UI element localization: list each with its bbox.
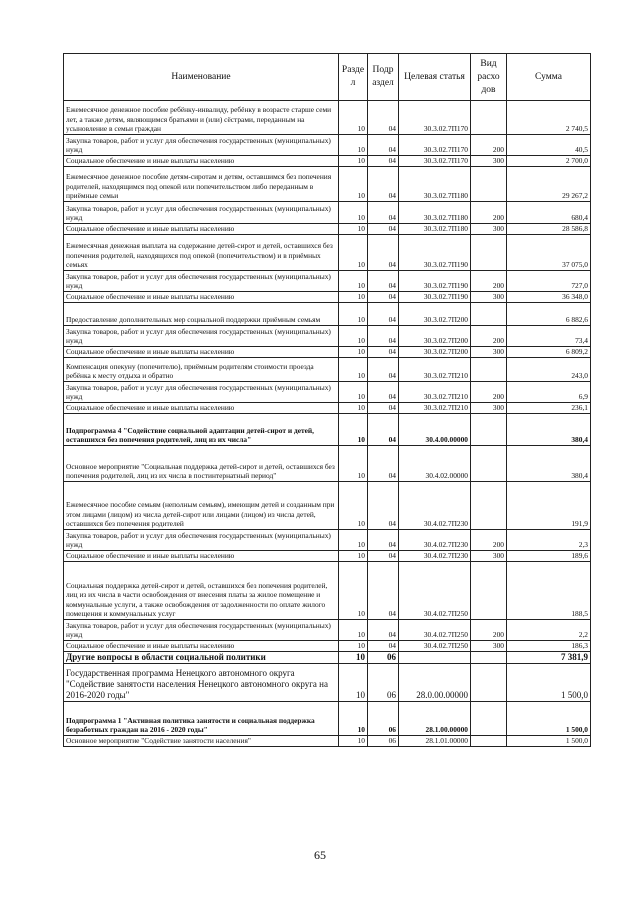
table-row bbox=[64, 101, 591, 135]
row-vid bbox=[471, 303, 507, 326]
budget-table bbox=[63, 53, 591, 747]
row-statya: 30.4.02.00000 bbox=[399, 446, 471, 482]
table-row bbox=[64, 202, 591, 224]
row-podrazdel: 04 bbox=[368, 135, 399, 156]
row-podrazdel: 04 bbox=[368, 551, 399, 562]
row-summa: 1 500,0 bbox=[507, 702, 591, 736]
row-podrazdel: 04 bbox=[368, 292, 399, 303]
row-name: Социальное обеспечение и иные выплаты населению bbox=[64, 224, 339, 235]
row-razdel: 10 bbox=[339, 101, 368, 135]
row-name: Закупка товаров, работ и услуг для обеспечения государственных (муниципальных) нужд bbox=[64, 382, 339, 403]
row-statya: 30.4.02.7П230 bbox=[399, 482, 471, 530]
row-vid: 200 bbox=[471, 620, 507, 641]
header-name: Наименование bbox=[64, 54, 339, 101]
row-razdel: 10 bbox=[339, 551, 368, 562]
row-statya: 30.3.02.7П210 bbox=[399, 358, 471, 382]
row-name: Государственная программа Ненецкого автономного округа "Содействие занятости населения Ненецкого автономного округа на 2016-2020 годы" bbox=[64, 664, 339, 702]
row-summa: 727,0 bbox=[507, 271, 591, 292]
row-podrazdel: 06 bbox=[368, 702, 399, 736]
table-row bbox=[64, 414, 591, 446]
header-podrazdel: Подр аздел bbox=[368, 54, 399, 101]
row-name: Социальное обеспечение и иные выплаты населению bbox=[64, 347, 339, 358]
row-name: Основное мероприятие "Содействие занятости населения" bbox=[64, 736, 339, 747]
row-vid: 300 bbox=[471, 292, 507, 303]
row-vid: 300 bbox=[471, 224, 507, 235]
row-name: Закупка товаров, работ и услуг для обеспечения государственных (муниципальных) нужд bbox=[64, 620, 339, 641]
row-name: Социальное обеспечение и иные выплаты населению bbox=[64, 156, 339, 167]
row-summa: 191,9 bbox=[507, 482, 591, 530]
row-podrazdel: 06 bbox=[368, 652, 399, 664]
row-vid: 200 bbox=[471, 326, 507, 347]
row-summa: 7 381,9 bbox=[507, 652, 591, 664]
row-vid bbox=[471, 235, 507, 271]
row-name: Социальная поддержка детей-сирот и детей, оставшихся без попечения родителей, лиц из их числа в части освобождения от внесения платы за жилое помещение и коммунальные услуги, а также освобождения от задолженности по оплате жилого помещения и коммунальных услуг bbox=[64, 562, 339, 620]
row-summa: 2 700,0 bbox=[507, 156, 591, 167]
table-row bbox=[64, 446, 591, 482]
row-podrazdel: 04 bbox=[368, 382, 399, 403]
row-statya: 30.4.02.7П250 bbox=[399, 562, 471, 620]
row-razdel: 10 bbox=[339, 292, 368, 303]
row-statya: 30.3.02.7П180 bbox=[399, 224, 471, 235]
row-vid bbox=[471, 562, 507, 620]
table-row bbox=[64, 167, 591, 202]
table-row bbox=[64, 347, 591, 358]
row-podrazdel: 04 bbox=[368, 403, 399, 414]
row-summa: 189,6 bbox=[507, 551, 591, 562]
table-row bbox=[64, 358, 591, 382]
row-podrazdel: 04 bbox=[368, 358, 399, 382]
table-row bbox=[64, 292, 591, 303]
row-name: Ежемесячная денежная выплата на содержание детей-сирот и детей, оставшихся без попечения родителей, находящихся под опекой (попечительством) и в приёмных семьях bbox=[64, 235, 339, 271]
row-statya bbox=[399, 652, 471, 664]
row-razdel: 10 bbox=[339, 235, 368, 271]
row-razdel: 10 bbox=[339, 414, 368, 446]
row-summa: 40,5 bbox=[507, 135, 591, 156]
row-vid bbox=[471, 482, 507, 530]
row-vid bbox=[471, 702, 507, 736]
row-vid: 300 bbox=[471, 551, 507, 562]
row-podrazdel: 04 bbox=[368, 530, 399, 551]
table-row bbox=[64, 235, 591, 271]
row-vid: 200 bbox=[471, 382, 507, 403]
row-podrazdel: 04 bbox=[368, 202, 399, 224]
row-name: Основное мероприятие "Социальная поддержка детей-сирот и детей, оставшихся без попечения родителей, лиц из их числа в постинтернатный период" bbox=[64, 446, 339, 482]
row-name: Социальное обеспечение и иные выплаты населению bbox=[64, 551, 339, 562]
row-summa: 1 500,0 bbox=[507, 664, 591, 702]
row-statya: 30.4.02.7П250 bbox=[399, 641, 471, 652]
row-razdel: 10 bbox=[339, 446, 368, 482]
row-podrazdel: 04 bbox=[368, 482, 399, 530]
table-row bbox=[64, 620, 591, 641]
row-summa: 2 740,5 bbox=[507, 101, 591, 135]
row-podrazdel: 04 bbox=[368, 326, 399, 347]
row-vid: 200 bbox=[471, 202, 507, 224]
row-statya: 28.1.01.00000 bbox=[399, 736, 471, 747]
row-vid: 200 bbox=[471, 530, 507, 551]
row-razdel: 10 bbox=[339, 403, 368, 414]
row-podrazdel: 04 bbox=[368, 303, 399, 326]
row-summa: 380,4 bbox=[507, 414, 591, 446]
row-name: Закупка товаров, работ и услуг для обеспечения государственных (муниципальных) нужд bbox=[64, 530, 339, 551]
row-razdel: 10 bbox=[339, 167, 368, 202]
row-name: Подпрограмма 1 "Активная политика занятости и социальная поддержка безработных граждан на 2016 - 2020 годы" bbox=[64, 702, 339, 736]
row-name: Ежемесячное пособие семьям (неполным семьям), имеющим детей и созданным при этом лицами (лицом) из числа детей-сирот или лицами (лицом) из числа детей, оставшихся без попечения родителей bbox=[64, 482, 339, 530]
row-summa: 29 267,2 bbox=[507, 167, 591, 202]
table-row bbox=[64, 303, 591, 326]
row-podrazdel: 04 bbox=[368, 620, 399, 641]
row-name: Закупка товаров, работ и услуг для обеспечения государственных (муниципальных) нужд bbox=[64, 135, 339, 156]
table-row bbox=[64, 530, 591, 551]
header-statya: Целевая статья bbox=[399, 54, 471, 101]
table-body bbox=[64, 101, 591, 747]
row-name: Ежемесячное денежное пособие детям-сиротам и детям, оставшимся без попечения родителей, находящимся под опекой или попечительством либо переданным в приёмные семьи bbox=[64, 167, 339, 202]
row-podrazdel: 04 bbox=[368, 167, 399, 202]
row-name: Закупка товаров, работ и услуг для обеспечения государственных (муниципальных) нужд bbox=[64, 271, 339, 292]
row-razdel: 10 bbox=[339, 303, 368, 326]
table-row bbox=[64, 551, 591, 562]
row-razdel: 10 bbox=[339, 156, 368, 167]
table-row bbox=[64, 271, 591, 292]
header-summa: Сумма bbox=[507, 54, 591, 101]
row-vid: 200 bbox=[471, 135, 507, 156]
table-row bbox=[64, 702, 591, 736]
row-razdel: 10 bbox=[339, 382, 368, 403]
row-podrazdel: 04 bbox=[368, 224, 399, 235]
header-razdel: Разде л bbox=[339, 54, 368, 101]
row-statya: 30.3.02.7П180 bbox=[399, 167, 471, 202]
row-razdel: 10 bbox=[339, 702, 368, 736]
row-statya: 30.3.02.7П170 bbox=[399, 156, 471, 167]
table-row bbox=[64, 641, 591, 652]
table-row bbox=[64, 664, 591, 702]
row-name: Закупка товаров, работ и услуг для обеспечения государственных (муниципальных) нужд bbox=[64, 326, 339, 347]
table-row bbox=[64, 403, 591, 414]
row-name: Компенсация опекуну (попечителю), приёмным родителям стоимости проезда ребёнка к месту отдыха и обратно bbox=[64, 358, 339, 382]
row-podrazdel: 04 bbox=[368, 414, 399, 446]
row-vid: 200 bbox=[471, 271, 507, 292]
row-vid bbox=[471, 446, 507, 482]
row-statya: 30.3.02.7П200 bbox=[399, 347, 471, 358]
row-vid: 300 bbox=[471, 347, 507, 358]
row-statya: 30.3.02.7П200 bbox=[399, 303, 471, 326]
row-vid bbox=[471, 414, 507, 446]
row-vid bbox=[471, 652, 507, 664]
row-name: Социальное обеспечение и иные выплаты населению bbox=[64, 292, 339, 303]
row-summa: 6 882,6 bbox=[507, 303, 591, 326]
row-statya: 28.0.00.00000 bbox=[399, 664, 471, 702]
row-statya: 30.3.02.7П190 bbox=[399, 235, 471, 271]
row-podrazdel: 04 bbox=[368, 641, 399, 652]
row-statya: 30.4.00.00000 bbox=[399, 414, 471, 446]
row-summa: 380,4 bbox=[507, 446, 591, 482]
row-razdel: 10 bbox=[339, 347, 368, 358]
row-razdel: 10 bbox=[339, 736, 368, 747]
row-summa: 73,4 bbox=[507, 326, 591, 347]
row-statya: 30.3.02.7П210 bbox=[399, 403, 471, 414]
row-razdel: 10 bbox=[339, 271, 368, 292]
row-summa: 2,3 bbox=[507, 530, 591, 551]
row-podrazdel: 04 bbox=[368, 271, 399, 292]
row-razdel: 10 bbox=[339, 664, 368, 702]
row-razdel: 10 bbox=[339, 620, 368, 641]
row-razdel: 10 bbox=[339, 530, 368, 551]
row-razdel: 10 bbox=[339, 358, 368, 382]
row-summa: 36 348,0 bbox=[507, 292, 591, 303]
table-header-row bbox=[64, 54, 591, 101]
row-name: Другие вопросы в области социальной политики bbox=[64, 652, 339, 664]
row-summa: 680,4 bbox=[507, 202, 591, 224]
row-name: Социальное обеспечение и иные выплаты населению bbox=[64, 641, 339, 652]
row-razdel: 10 bbox=[339, 482, 368, 530]
table-row bbox=[64, 482, 591, 530]
row-vid bbox=[471, 167, 507, 202]
table-row bbox=[64, 382, 591, 403]
row-statya: 30.3.02.7П170 bbox=[399, 101, 471, 135]
row-summa: 236,1 bbox=[507, 403, 591, 414]
header-vid: Вид расхо дов bbox=[471, 54, 507, 101]
row-podrazdel: 06 bbox=[368, 664, 399, 702]
row-podrazdel: 04 bbox=[368, 562, 399, 620]
row-name: Социальное обеспечение и иные выплаты населению bbox=[64, 403, 339, 414]
row-summa: 186,3 bbox=[507, 641, 591, 652]
row-podrazdel: 04 bbox=[368, 101, 399, 135]
row-summa: 1 500,0 bbox=[507, 736, 591, 747]
row-statya: 28.1.00.00000 bbox=[399, 702, 471, 736]
row-podrazdel: 04 bbox=[368, 347, 399, 358]
table-row bbox=[64, 652, 591, 664]
table-row bbox=[64, 326, 591, 347]
row-razdel: 10 bbox=[339, 224, 368, 235]
table-row bbox=[64, 736, 591, 747]
row-summa: 6,9 bbox=[507, 382, 591, 403]
row-summa: 37 075,0 bbox=[507, 235, 591, 271]
row-statya: 30.4.02.7П250 bbox=[399, 620, 471, 641]
row-name: Предоставление дополнительных мер социальной поддержки приёмным семьям bbox=[64, 303, 339, 326]
row-podrazdel: 04 bbox=[368, 446, 399, 482]
table-row bbox=[64, 156, 591, 167]
table-row bbox=[64, 224, 591, 235]
row-vid: 300 bbox=[471, 641, 507, 652]
row-statya: 30.3.02.7П170 bbox=[399, 135, 471, 156]
row-vid bbox=[471, 736, 507, 747]
row-name: Закупка товаров, работ и услуг для обеспечения государственных (муниципальных) нужд bbox=[64, 202, 339, 224]
row-vid bbox=[471, 101, 507, 135]
page-number: 65 bbox=[314, 848, 326, 862]
row-podrazdel: 04 bbox=[368, 156, 399, 167]
row-razdel: 10 bbox=[339, 641, 368, 652]
row-vid bbox=[471, 358, 507, 382]
row-podrazdel: 06 bbox=[368, 736, 399, 747]
row-razdel: 10 bbox=[339, 562, 368, 620]
row-summa: 2,2 bbox=[507, 620, 591, 641]
row-razdel: 10 bbox=[339, 202, 368, 224]
row-podrazdel: 04 bbox=[368, 235, 399, 271]
row-statya: 30.4.02.7П230 bbox=[399, 530, 471, 551]
row-summa: 243,0 bbox=[507, 358, 591, 382]
row-name: Ежемесячное денежное пособие ребёнку-инвалиду, ребёнку в возрасте старше семи лет, а также детям, являющимся братьями и (или) сёстрами, переданным на усыновление в семьи граждан bbox=[64, 101, 339, 135]
row-summa: 6 809,2 bbox=[507, 347, 591, 358]
row-statya: 30.3.02.7П200 bbox=[399, 326, 471, 347]
row-razdel: 10 bbox=[339, 135, 368, 156]
row-statya: 30.3.02.7П190 bbox=[399, 292, 471, 303]
table-row bbox=[64, 135, 591, 156]
row-name: Подпрограмма 4 "Содействие социальной адаптации детей-сирот и детей, оставшихся без попечения родителей, лиц из их числа" bbox=[64, 414, 339, 446]
row-vid: 300 bbox=[471, 403, 507, 414]
row-statya: 30.3.02.7П210 bbox=[399, 382, 471, 403]
row-statya: 30.3.02.7П190 bbox=[399, 271, 471, 292]
row-summa: 28 586,8 bbox=[507, 224, 591, 235]
table-row bbox=[64, 562, 591, 620]
row-statya: 30.3.02.7П180 bbox=[399, 202, 471, 224]
row-vid: 300 bbox=[471, 156, 507, 167]
row-razdel: 10 bbox=[339, 326, 368, 347]
row-vid bbox=[471, 664, 507, 702]
row-summa: 188,5 bbox=[507, 562, 591, 620]
row-statya: 30.4.02.7П230 bbox=[399, 551, 471, 562]
row-razdel: 10 bbox=[339, 652, 368, 664]
